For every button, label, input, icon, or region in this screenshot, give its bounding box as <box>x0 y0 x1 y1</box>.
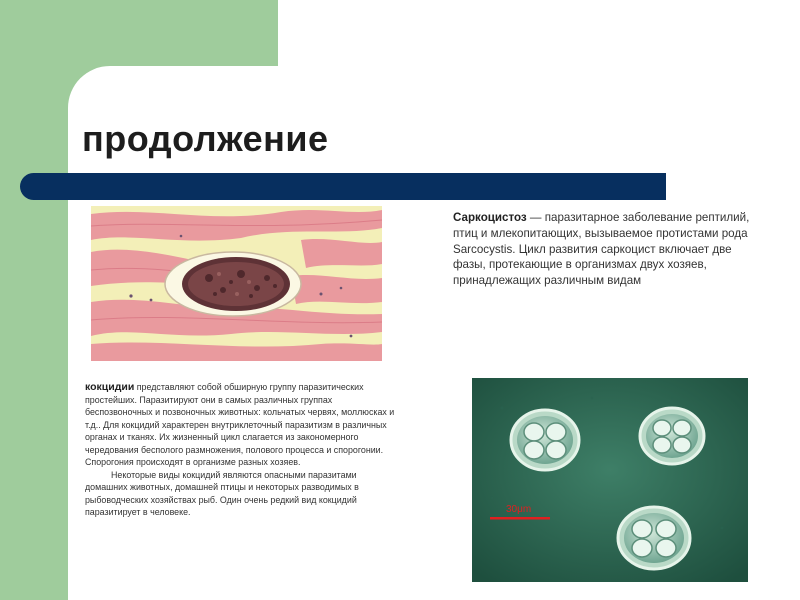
coccidia-text: представляют собой обширную группу паразитических простейших. Паразитируют они в самых различных группах беспозвоночных и позвоночных животных: кольчатых червях, моллюсках и т.д.. Для кокцидий характерен внутриклеточный паразитизм в различных органах и тканях. Их жизненный цикл слагается из закономерного чередования бесполого размножения, полового процесса и спорогонии. Спорогония происходят в организме разных хозяев. <box>85 382 395 467</box>
coccidia-term: кокцидии <box>85 381 135 393</box>
coccidia-description <box>85 381 397 519</box>
scale-bar-label: 30μm <box>506 504 532 515</box>
oocyst-1 <box>511 410 579 470</box>
sarcocystosis-description <box>453 210 753 289</box>
sarcocystosis-text: — паразитарное заболевание рептилий, птиц и млекопитающих, вызываемое протистами рода Sarcocystis. Цикл развития саркоцист включает две фазы, протекающие в организмах двух хозяев, принадлежащих различным видам <box>453 211 750 288</box>
coccidia-text-2: Некоторые виды кокцидий являются опасными паразитами домашних животных, домашней птицы и некоторых разводимых в рыбоводческих хозяйствах рыб. Один очень редкий вид кокцидий паразитирует в человеке. <box>85 469 359 517</box>
sarcocystosis-term: Саркоцистоз <box>453 211 527 224</box>
slide-title: продолжение <box>82 118 329 159</box>
scale-bar <box>490 517 550 520</box>
oocyst-2 <box>640 408 704 464</box>
sarcocyst-muscle-image <box>91 206 382 361</box>
coccidia-oocysts-image <box>472 378 748 582</box>
oocyst-3 <box>618 507 690 569</box>
title-underline-bar <box>20 173 666 200</box>
